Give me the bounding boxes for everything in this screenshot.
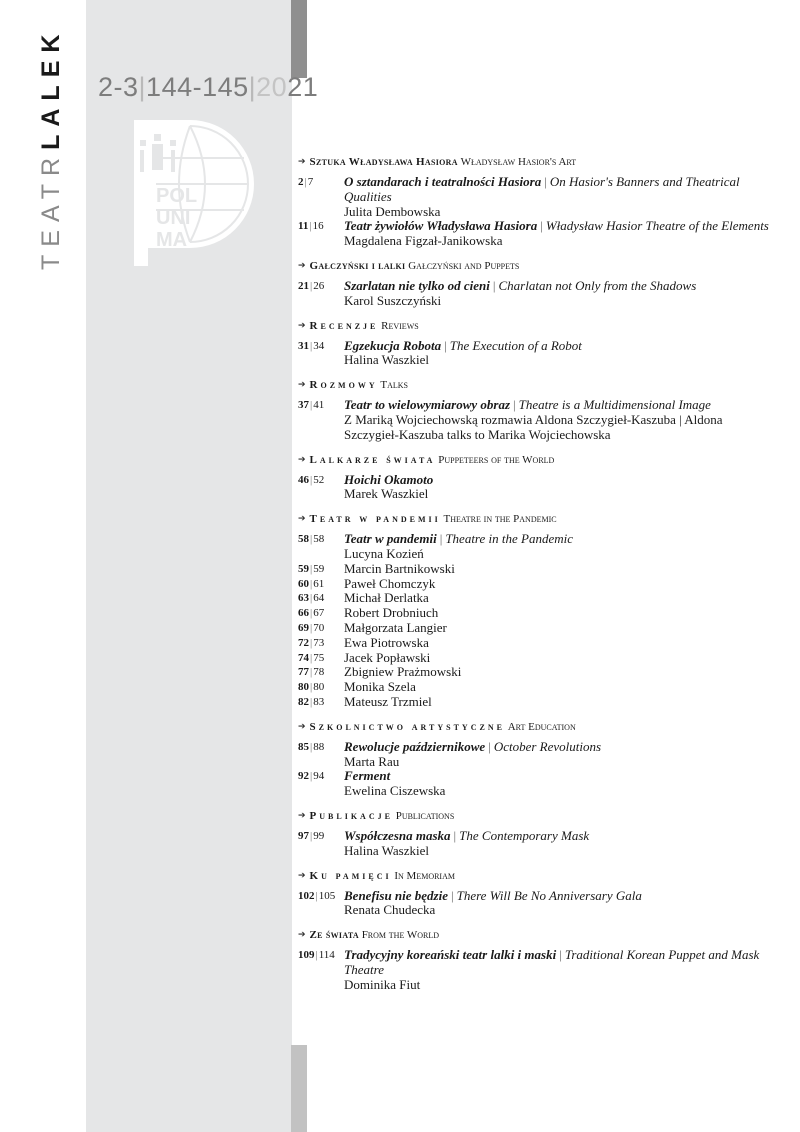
title-separator: |: [451, 887, 454, 903]
entry-title: [344, 339, 778, 354]
entry-start-page: 66: [298, 607, 309, 620]
toc-entry[interactable]: [298, 636, 778, 651]
entry-end-page: 73: [313, 636, 325, 649]
toc-entry[interactable]: [298, 665, 778, 680]
entry-pages: [298, 889, 344, 919]
entry-title-pl: Teatr to wielowymiarowy obraz: [344, 397, 510, 413]
entry-title-pl: Rewolucje październikowe: [344, 738, 486, 754]
entry-end-page: 70: [313, 621, 325, 634]
entry-title: [344, 398, 778, 413]
entry-author: Julita Dembowska: [344, 203, 441, 219]
toc-entry[interactable]: [298, 219, 778, 249]
entry-end-page: 114: [318, 949, 335, 962]
entry-body: [344, 695, 778, 710]
entry-pages: [298, 279, 344, 309]
page-separator: |: [310, 636, 313, 649]
masthead-lalek: LALEK: [37, 26, 65, 150]
toc-entry[interactable]: [298, 889, 778, 919]
entry-body: [344, 473, 778, 503]
section-title-pl: Ku pamięci: [309, 869, 392, 882]
entry-end-page: 67: [313, 607, 325, 620]
section-title-pl: Ze świata: [309, 929, 359, 942]
entry-title-pl: O sztandarach i teatralności Hasiora: [344, 174, 542, 189]
entry-end-page: 16: [312, 220, 324, 233]
title-separator: |: [444, 337, 447, 353]
entry-body: [344, 219, 778, 249]
entry-title: [344, 279, 778, 294]
section-title-en: Publications: [395, 809, 455, 822]
toc-entry[interactable]: [298, 769, 778, 799]
entry-author: Mateusz Trzmiel: [344, 693, 432, 709]
entry-pages: [298, 577, 344, 592]
entry-end-page: 34: [313, 339, 325, 352]
entry-body: [344, 829, 778, 859]
toc-entry[interactable]: [298, 695, 778, 710]
entry-title-pl: Teatr żywiołów Władysława Hasiora: [344, 218, 538, 234]
entry-author: Marta Rau: [344, 753, 400, 769]
entry-end-page: 26: [313, 279, 325, 292]
entry-start-page: 77: [298, 666, 309, 679]
entry-title: [344, 769, 778, 784]
entry-title-pl: Benefisu nie będzie: [344, 887, 448, 903]
entry-author: Halina Waszkiel: [344, 842, 429, 858]
entry-author: Jacek Popławski: [344, 649, 431, 665]
section-title-en: Theatre in the Pandemic: [443, 513, 557, 526]
entry-start-page: 37: [298, 399, 309, 412]
entry-title: [344, 473, 778, 488]
toc-entry[interactable]: [298, 621, 778, 636]
entry-body: [344, 740, 778, 770]
toc-entry[interactable]: [298, 473, 778, 503]
page-separator: |: [310, 533, 313, 546]
entry-title: [344, 219, 778, 234]
entry-pages: [298, 591, 344, 606]
entry-end-page: 105: [318, 889, 336, 902]
section-title-en: In Memoriam: [394, 869, 455, 882]
entry-title-en: Traditional Korean Puppet and Mask Theatre: [344, 947, 760, 977]
issue-year-part1: 20: [256, 72, 288, 102]
toc-entry[interactable]: [298, 829, 778, 859]
entry-start-page: 74: [298, 651, 309, 664]
page-separator: |: [310, 695, 313, 708]
entry-body: [344, 948, 778, 992]
section-heading: [298, 928, 778, 942]
entry-author: Ewelina Ciszewska: [344, 783, 446, 799]
section-title-en: Puppeteers of the World: [438, 453, 555, 466]
entry-end-page: 78: [313, 666, 325, 679]
entry-title: [344, 829, 778, 844]
entry-start-page: 31: [298, 339, 309, 352]
entry-end-page: 64: [313, 592, 325, 605]
title-separator: |: [544, 174, 547, 189]
entry-pages: [298, 175, 344, 219]
entry-start-page: 63: [298, 592, 309, 605]
entry-author: Magdalena Figzał-Janikowska: [344, 233, 503, 249]
page-separator: |: [310, 770, 313, 783]
entry-end-page: 7: [307, 176, 314, 188]
entry-title-pl: Szarlatan nie tylko od cieni: [344, 277, 490, 293]
toc-section: [298, 720, 778, 799]
entry-start-page: 21: [298, 279, 309, 292]
entry-start-page: 102: [298, 889, 315, 902]
entry-author: Renata Chudecka: [344, 902, 436, 918]
entry-end-page: 94: [313, 770, 325, 783]
entry-start-page: 2: [298, 176, 304, 188]
entry-pages: [298, 339, 344, 369]
entry-start-page: 69: [298, 621, 309, 634]
page-separator: |: [304, 176, 307, 188]
entry-author: Dominika Fiut: [344, 976, 421, 992]
entry-start-page: 46: [298, 473, 309, 486]
entry-title-pl: Współczesna maska: [344, 827, 451, 843]
entry-body: [344, 769, 778, 799]
entry-end-page: 58: [313, 533, 325, 546]
entry-body: [344, 651, 778, 666]
entry-title-en: Władysław Hasior Theatre of the Elements: [545, 218, 769, 234]
entry-end-page: 41: [313, 399, 325, 412]
entry-start-page: 80: [298, 681, 309, 694]
entry-pages: [298, 695, 344, 710]
issue-info: [98, 72, 318, 103]
entry-author: Marek Waszkiel: [344, 486, 429, 502]
section-heading: [298, 319, 778, 333]
entry-body: [344, 606, 778, 621]
entry-pages: [298, 680, 344, 695]
section-heading: [298, 869, 778, 883]
entry-body: [344, 398, 778, 442]
section-title-en: Gałczyński and Puppets: [408, 259, 520, 272]
masthead-vertical: [32, 26, 68, 270]
entry-author: Halina Waszkiel: [344, 352, 429, 368]
entry-title-pl: Hoichi Okamoto: [344, 471, 434, 487]
section-heading: [298, 809, 778, 823]
table-of-contents: [298, 155, 778, 1002]
logo-text-pol: POL: [156, 185, 198, 207]
entry-end-page: 75: [313, 651, 325, 664]
page-separator: |: [315, 949, 318, 962]
toc-entry[interactable]: [298, 339, 778, 369]
entry-title-en: There Will Be No Anniversary Gala: [456, 887, 642, 903]
page-separator: |: [310, 681, 313, 694]
entry-end-page: 52: [313, 473, 325, 486]
entry-author: Zbigniew Prażmowski: [344, 664, 462, 680]
section-title-en: Reviews: [381, 319, 419, 332]
toc-entry[interactable]: [298, 948, 778, 992]
entry-title-en: Charlatan not Only from the Shadows: [498, 277, 697, 293]
arrow-right-icon: ➔: [298, 870, 306, 881]
entry-pages: [298, 948, 344, 992]
svg-text:TEATRLALEK: [37, 27, 65, 270]
entry-title-en: Theatre in the Pandemic: [445, 531, 573, 547]
page-separator: |: [310, 666, 313, 679]
entry-start-page: 109: [298, 949, 315, 962]
arrow-right-icon: ➔: [298, 721, 306, 732]
entry-title-pl: Teatr w pandemii: [344, 531, 437, 547]
logo-text-ma: MA: [156, 229, 188, 251]
arrow-right-icon: ➔: [298, 514, 306, 525]
entry-title-en: On Hasior's Banners and Theatrical Qualities: [344, 174, 740, 204]
title-separator: |: [540, 218, 543, 234]
section-title-pl: Gałczyński i lalki: [309, 259, 406, 272]
entry-body: [344, 889, 778, 919]
toc-section: [298, 453, 778, 503]
issue-separator: |: [248, 72, 257, 102]
issue-pages: 144-145: [146, 72, 249, 102]
entry-author: Z Mariką Wojciechowską rozmawia Aldona Szczygieł-Kaszuba | Aldona Szczygieł-Kaszuba talks to Marika Wojciechowska: [344, 411, 723, 442]
section-heading: [298, 155, 778, 169]
toc-section: [298, 928, 778, 992]
entry-title-en: Theatre is a Multidimensional Image: [518, 397, 711, 413]
entry-pages: [298, 219, 344, 249]
masthead-teatr: TEATR: [37, 149, 65, 270]
entry-pages: [298, 562, 344, 577]
entry-author: Małgorzata Langier: [344, 619, 447, 635]
entry-end-page: 80: [313, 681, 325, 694]
section-title-pl: Rozmowy: [309, 379, 378, 392]
toc-section: [298, 319, 778, 369]
section-heading: [298, 512, 778, 526]
toc-entry[interactable]: [298, 175, 778, 219]
section-heading: [298, 378, 778, 392]
toc-entry[interactable]: [298, 398, 778, 442]
entry-author: Ewa Piotrowska: [344, 634, 429, 650]
entry-body: [344, 621, 778, 636]
entry-body: [344, 532, 778, 562]
entry-title-pl: Egzekucja Robota: [344, 337, 442, 353]
page-separator: |: [310, 279, 313, 292]
entry-pages: [298, 829, 344, 859]
section-title-pl: Lalkarze świata: [309, 453, 436, 466]
accent-bar-bottom: [291, 1045, 307, 1132]
title-separator: |: [513, 397, 516, 413]
title-separator: |: [492, 277, 496, 293]
entry-title-pl: Ferment: [344, 768, 391, 784]
entry-body: [344, 279, 778, 309]
section-title-pl: Teatr w pandemii: [309, 513, 441, 526]
entry-author: Michał Derlatka: [344, 590, 429, 606]
page-separator: |: [310, 592, 313, 605]
toc-entry[interactable]: [298, 591, 778, 606]
page-separator: |: [310, 473, 313, 486]
entry-start-page: 97: [298, 829, 309, 842]
title-separator: |: [559, 947, 562, 963]
section-title-en: From the World: [361, 929, 440, 942]
issue-year-part2: 21: [287, 72, 319, 102]
entry-author: Karol Suszczyński: [344, 292, 442, 308]
entry-pages: [298, 769, 344, 799]
arrow-right-icon: ➔: [298, 157, 306, 167]
entry-title: [344, 740, 778, 755]
entry-author: Paweł Chomczyk: [344, 575, 436, 591]
arrow-right-icon: ➔: [298, 380, 306, 391]
entry-start-page: 11: [298, 220, 309, 233]
toc-entry[interactable]: [298, 606, 778, 621]
toc-entry[interactable]: [298, 279, 778, 309]
toc-entry[interactable]: [298, 562, 778, 577]
page-separator: |: [310, 339, 313, 352]
page-separator: |: [310, 577, 313, 590]
entry-pages: [298, 636, 344, 651]
section-title-pl: Recenzje: [309, 319, 379, 332]
entry-author: Lucyna Kozień: [344, 545, 424, 561]
page-separator: |: [310, 829, 313, 842]
entry-end-page: 83: [313, 695, 325, 708]
section-heading: [298, 720, 778, 734]
entry-start-page: 59: [298, 562, 309, 575]
page-separator: |: [310, 621, 313, 634]
entry-pages: [298, 398, 344, 442]
entry-pages: [298, 606, 344, 621]
section-title-pl: Publikacje: [309, 809, 393, 822]
accent-bar-top: [291, 0, 307, 78]
entry-body: [344, 636, 778, 651]
entry-start-page: 60: [298, 577, 309, 590]
arrow-right-icon: ➔: [298, 320, 306, 331]
logo-text-uni: UNI: [156, 207, 191, 229]
entry-title: [344, 175, 778, 205]
title-separator: |: [439, 531, 443, 547]
page-separator: |: [310, 562, 313, 575]
issue-number: 2-3: [98, 72, 139, 102]
page-separator: |: [310, 740, 313, 753]
page-separator: |: [310, 399, 313, 412]
page-separator: |: [310, 607, 313, 620]
toc-entry[interactable]: [298, 740, 778, 770]
entry-start-page: 92: [298, 770, 309, 783]
entry-pages: [298, 473, 344, 503]
entry-start-page: 58: [298, 533, 309, 546]
section-title-en: Art Education: [507, 720, 576, 733]
arrow-right-icon: ➔: [298, 930, 306, 941]
entry-start-page: 72: [298, 636, 309, 649]
entry-pages: [298, 532, 344, 562]
arrow-right-icon: ➔: [298, 454, 306, 465]
section-title-en: Władysław Hasior's Art: [460, 156, 577, 168]
entry-body: [344, 339, 778, 369]
title-separator: |: [453, 827, 457, 843]
entry-start-page: 85: [298, 740, 309, 753]
entry-author: Monika Szela: [344, 679, 416, 695]
page-separator: |: [310, 651, 313, 664]
entry-body: [344, 577, 778, 592]
toc-section: [298, 809, 778, 859]
entry-body: [344, 175, 778, 219]
polunima-logo: [128, 118, 254, 268]
section-title-en: Talks: [380, 379, 408, 392]
entry-title-en: The Execution of a Robot: [449, 337, 582, 353]
toc-section: [298, 155, 778, 249]
toc-entry[interactable]: [298, 680, 778, 695]
page-separator: |: [315, 889, 318, 902]
entry-title: [344, 532, 778, 547]
entry-title-pl: Tradycyjny koreański teatr lalki i maski: [344, 947, 557, 963]
entry-title-en: October Revolutions: [493, 738, 602, 754]
section-title-pl: Szkolnictwo artystyczne: [309, 720, 505, 733]
title-separator: |: [488, 738, 491, 754]
entry-title: [344, 948, 778, 978]
toc-section: [298, 512, 778, 710]
toc-entry[interactable]: [298, 577, 778, 592]
page-separator: |: [309, 220, 312, 233]
entry-author: Marcin Bartnikowski: [344, 560, 455, 576]
entry-pages: [298, 740, 344, 770]
entry-end-page: 88: [313, 740, 325, 753]
entry-pages: [298, 621, 344, 636]
arrow-right-icon: ➔: [298, 810, 306, 821]
entry-end-page: 59: [313, 562, 325, 575]
toc-section: [298, 259, 778, 309]
entry-body: [344, 680, 778, 695]
entry-end-page: 61: [313, 577, 325, 590]
entry-body: [344, 591, 778, 606]
entry-title-en: The Contemporary Mask: [459, 827, 590, 843]
entry-end-page: 99: [313, 829, 325, 842]
toc-section: [298, 378, 778, 442]
entry-body: [344, 665, 778, 680]
toc-entry[interactable]: [298, 532, 778, 562]
entry-pages: [298, 665, 344, 680]
entry-author: Robert Drobniuch: [344, 605, 439, 621]
entry-title: [344, 889, 778, 904]
toc-section: [298, 869, 778, 919]
issue-separator: |: [138, 72, 147, 102]
entry-pages: [298, 651, 344, 666]
section-heading: [298, 453, 778, 467]
toc-entry[interactable]: [298, 651, 778, 666]
entry-body: [344, 562, 778, 577]
section-heading: [298, 259, 778, 273]
entry-start-page: 82: [298, 695, 309, 708]
arrow-right-icon: ➔: [298, 260, 306, 271]
section-title-pl: Sztuka Władysława Hasiora: [309, 156, 458, 168]
